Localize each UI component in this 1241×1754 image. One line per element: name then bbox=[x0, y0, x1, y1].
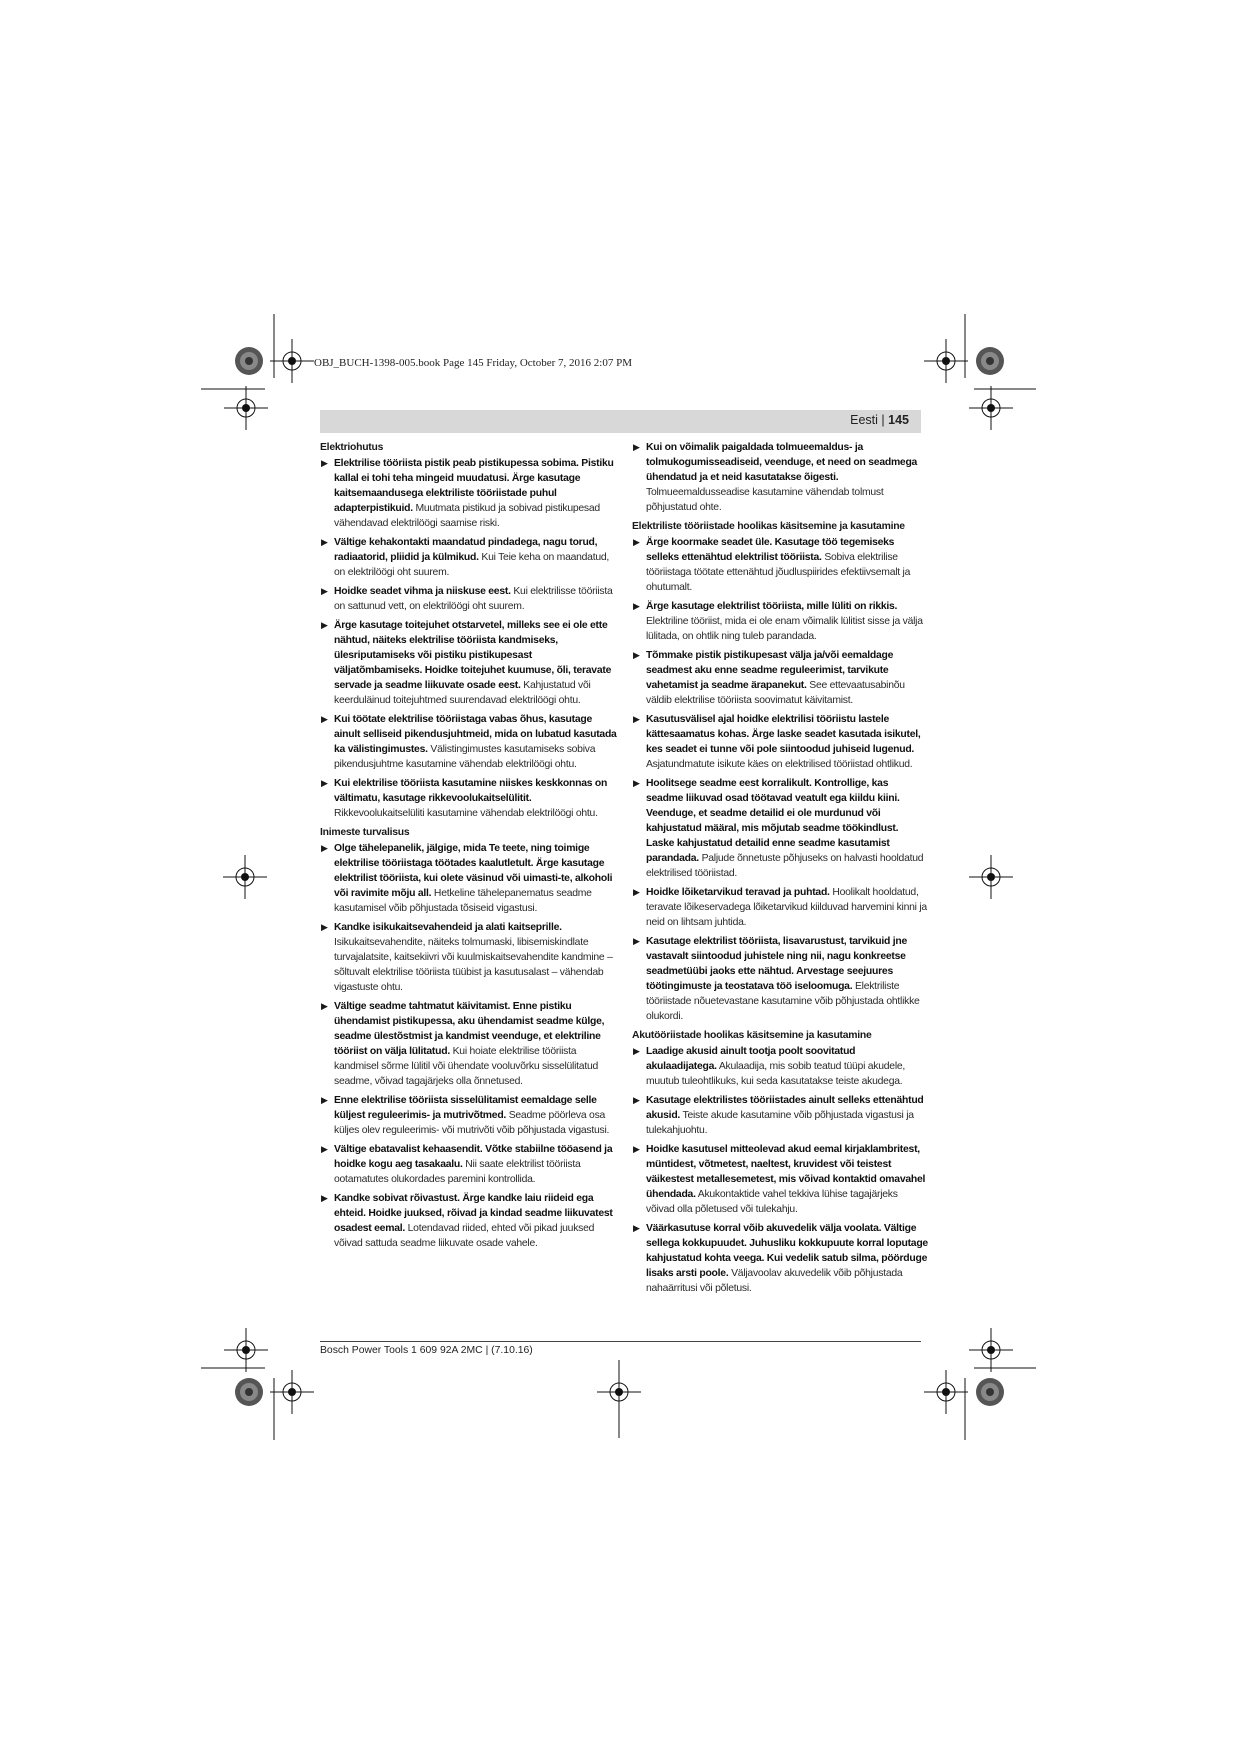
bullet-triangle-icon: ▶ bbox=[321, 586, 328, 596]
instruction-bold-text: Enne elektrilise tööriista sisselülitamist eemaldage selle küljest reguleerimis- ja mutrivõtmed. bbox=[334, 1095, 597, 1121]
instruction-explanation-text: Rikkevoolukaitselüliti kasutamine vähendab elektrilöögi ohtu. bbox=[334, 808, 598, 819]
page-number: 145 bbox=[888, 413, 909, 427]
instruction-explanation-text: Akukontaktide vahel tekkiva lühise tagajärjeks võivad olla põletused või tulekahju. bbox=[646, 1189, 898, 1215]
instruction-explanation-text: Välistingimustes kasutamiseks sobiva pikendusjuhtme kasutamine vähendab elektrilöögi ohtu. bbox=[334, 744, 596, 770]
instruction-explanation-text: Hoolikalt hooldatud, teravate lõikeservadega lõiketarvikud kiilduvad harvemini kinni ja neid on lihtsam juhtida. bbox=[646, 887, 927, 928]
footer-text: Bosch Power Tools 1 609 92A 2MC | (7.10.16) bbox=[320, 1345, 533, 1356]
registration-mark-icon bbox=[969, 1328, 1013, 1372]
instruction-bold-text: Kui on võimalik paigaldada tolmueemaldus- ja tolmukogumisseadiseid, veenduge, et need on seadmega ühendatud ja et neid kasutatakse õigesti. bbox=[646, 442, 918, 483]
instruction-explanation-text: Muutmata pistikud ja sobivad pistikupesad vähendavad elektrilöögi saamise riski. bbox=[334, 503, 600, 529]
header-separator: | bbox=[881, 413, 885, 427]
instruction-bold-text: Olge tähelepanelik, jälgige, mida Te teete, ning toimige elektrilise tööriistaga töötades kaalutletult. Ärge kasutage elektrilist tööriista, kui olete väsinud või uimasti-te, alkoholi või ravimite mõju all. bbox=[334, 843, 613, 899]
instruction-explanation-text: Sobiva elektrilise tööriistaga töötate ettenähtud jõudluspiirides efektiivsemalt ja ohutumalt. bbox=[646, 552, 911, 593]
section-heading: Elektriohutus bbox=[320, 442, 384, 453]
safety-instruction-item bbox=[320, 841, 620, 916]
safety-instruction-item bbox=[632, 440, 928, 515]
registration-mark-icon bbox=[924, 1370, 968, 1414]
left-column bbox=[320, 440, 620, 1255]
bullet-triangle-icon: ▶ bbox=[321, 922, 328, 932]
safety-instruction-item bbox=[320, 999, 620, 1089]
instruction-bold-text: Kui elektrilise tööriista kasutamine niiskes keskkonnas on vältimatu, kasutage rikkevoolukaitselülitit. bbox=[334, 778, 608, 804]
instruction-bold-text: Hoolitsege seadme eest korralikult. Kontrollige, kas seadme liikuvad osad töötavad veatult ega kiildu kiini. Veenduge, et seadme detailid ei ole murdunud või kahjustatud määral, mis mõjutab seadme töökindlust. Laske kahjustatud detailid enne seadme kasutamist parandada. bbox=[646, 778, 900, 864]
safety-instruction-item bbox=[632, 599, 928, 644]
safety-instruction-item bbox=[320, 920, 620, 995]
bullet-triangle-icon: ▶ bbox=[321, 1001, 328, 1011]
instruction-bold-text: Kui töötate elektrilise tööriistaga vabas õhus, kasutage ainult selliseid pikendusjuhtmeid, mida on lubatud kasutada ka välistingimustes. bbox=[334, 714, 617, 755]
instruction-bold-text: Vältige seadme tahtmatut käivitamist. Enne pistiku ühendamist pistikupessa, aku ühendamist seadme külge, seadme ülestõstmist ja kandmist veenduge, et elektriline tööriist on välja lülitatud. bbox=[334, 1001, 605, 1057]
instruction-bold-text: Laadige akusid ainult tootja poolt soovitatud akulaadijatega. bbox=[646, 1046, 856, 1072]
instruction-explanation-text: Hetkeline tähelepanematus seadme kasutamisel võib põhjustada tõsiseid vigastusi. bbox=[334, 888, 592, 914]
registration-mark-icon bbox=[270, 339, 314, 383]
bullet-triangle-icon: ▶ bbox=[633, 778, 640, 788]
footer-rule bbox=[320, 1341, 921, 1342]
bullet-triangle-icon: ▶ bbox=[633, 650, 640, 660]
instruction-explanation-text: Elektriline tööriist, mida ei ole enam võimalik lülitist sisse ja välja lülitada, on ohtlik ning tuleb parandada. bbox=[646, 616, 923, 642]
instruction-explanation-text: Paljude õnnetuste põhjuseks on halvasti hooldatud elektrilised tööriistad. bbox=[646, 853, 924, 879]
bullet-triangle-icon: ▶ bbox=[633, 1144, 640, 1154]
instruction-bold-text: Hoidke seadet vihma ja niiskuse eest. bbox=[334, 586, 511, 597]
instruction-explanation-text: Kui hoiate elektrilise tööriista kandmisel sõrme lülitil või ühendate vooluvõrku sisselülitatud seadme, võivad tagajärjeks olla õnnetused. bbox=[334, 1046, 599, 1087]
safety-instruction-item bbox=[632, 885, 928, 930]
page-header bbox=[320, 410, 921, 433]
bullet-triangle-icon: ▶ bbox=[321, 537, 328, 547]
instruction-explanation-text: Teiste akude kasutamine võib põhjustada vigastusi ja tulekahjuohtu. bbox=[646, 1110, 914, 1136]
safety-instruction-item bbox=[320, 712, 620, 772]
bullet-triangle-icon: ▶ bbox=[633, 442, 640, 452]
safety-instruction-item bbox=[632, 712, 928, 772]
instruction-bold-text: Ärge kasutage elektrilist tööriista, mille lüliti on rikkis. bbox=[646, 601, 898, 612]
instruction-explanation-text: Akulaadija, mis sobib teatud tüüpi akudele, muutub tuleohtlikuks, kui seda kasutatakse teiste akudega. bbox=[646, 1061, 906, 1087]
registration-mark-icon bbox=[969, 386, 1013, 430]
instruction-bold-text: Vältige kehakontakti maandatud pindadega, nagu torud, radiaatorid, pliidid ja külmikud. bbox=[334, 537, 598, 563]
right-column bbox=[632, 440, 928, 1300]
registration-mark-icon bbox=[224, 386, 268, 430]
safety-instruction-item bbox=[320, 1191, 620, 1251]
instruction-bold-text: Kasutage elektrilist tööriista, lisavarustust, tarvikuid jne vastavalt siintoodud juhistele ning nii, nagu konkreetse seadmetüübi jaoks ette nähtud. Arvestage seejuures töötingimuste ja teostatava töö iseloomuga. bbox=[646, 936, 908, 992]
instruction-explanation-text: Kahjustatud või keerduläinud toitejuhtmed suurendavad elektrilöögi ohtu. bbox=[334, 680, 591, 706]
instruction-bold-text: Kasutusvälisel ajal hoidke elektrilisi tööriistu lastele kättesaamatus kohas. Ärge laske seadet kasutada isikutel, kes seadet ei tunne või pole siintoodud juhiseid lugenud. bbox=[646, 714, 921, 755]
bullet-triangle-icon: ▶ bbox=[633, 537, 640, 547]
bullet-triangle-icon: ▶ bbox=[321, 458, 328, 468]
safety-instruction-item bbox=[320, 776, 620, 821]
safety-instruction-item bbox=[632, 1221, 928, 1296]
instruction-bold-text: Tõmmake pistik pistikupesast välja ja/või eemaldage seadmest aku enne seadme reguleerimist, tarvikute vahetamist ja seadme ärapanekut. bbox=[646, 650, 894, 691]
safety-instruction-item bbox=[632, 1142, 928, 1217]
safety-instruction-item bbox=[320, 1093, 620, 1138]
safety-instruction-item bbox=[320, 618, 620, 708]
bullet-triangle-icon: ▶ bbox=[321, 620, 328, 630]
instruction-explanation-text: Tolmueemaldusseadise kasutamine vähendab tolmust põhjustatud ohte. bbox=[646, 487, 884, 513]
registration-mark-icon bbox=[969, 855, 1013, 899]
safety-instruction-item bbox=[632, 1044, 928, 1089]
instruction-bold-text: Kandke isikukaitsevahendeid ja alati kaitseprille. bbox=[334, 922, 562, 933]
instruction-bold-text: Ärge kasutage toitejuhet otstarvetel, milleks see ei ole ette nähtud, näiteks elektrilise tööriista kandmiseks, ülesriputamiseks või pistiku pistikupesast väljatõmbamiseks. Hoidke toitejuhet kuumuse, õli, teravate servade ja seadme liikuvate osade eest. bbox=[334, 620, 612, 691]
bullet-triangle-icon: ▶ bbox=[633, 1046, 640, 1056]
header-language: Eesti bbox=[850, 413, 878, 427]
instruction-bold-text: Väärkasutuse korral võib akuvedelik välja voolata. Vältige sellega kokkupuudet. Juhusliku kokkupuute korral loputage kahjustatud kohta veega. Kui vedelik satub silma, pöörduge lisaks arsti poole. bbox=[646, 1223, 928, 1279]
bullet-triangle-icon: ▶ bbox=[321, 778, 328, 788]
instruction-explanation-text: Isikukaitsevahendite, näiteks tolmumaski, libisemiskindlate turvajalatsite, kaitsekiivri või kuulmiskaitsevahendite kandmine – sõltuvalt elektrilise tööriista tüübist ja kasutusalast – vähendab vigastuste ohtu. bbox=[334, 937, 613, 993]
print-info-line: OBJ_BUCH-1398-005.book Page 145 Friday, October 7, 2016 2:07 PM bbox=[314, 357, 632, 369]
color-bar-bottom-left-icon bbox=[235, 1378, 263, 1406]
section-heading: Akutööriistade hoolikas käsitsemine ja kasutamine bbox=[632, 1030, 872, 1041]
bullet-triangle-icon: ▶ bbox=[633, 936, 640, 946]
bullet-triangle-icon: ▶ bbox=[633, 1095, 640, 1105]
registration-mark-icon bbox=[223, 855, 267, 899]
safety-instruction-item bbox=[632, 648, 928, 708]
color-bar-top-right-icon bbox=[976, 347, 1004, 375]
bullet-triangle-icon: ▶ bbox=[321, 714, 328, 724]
instruction-explanation-text: Väljavoolav akuvedelik võib põhjustada nahaärritusi või põletusi. bbox=[646, 1268, 903, 1294]
instruction-explanation-text: Elektriliste tööriistade nõuetevastane kasutamine võib põhjustada ohtlikke olukordi. bbox=[646, 981, 920, 1022]
registration-mark-icon bbox=[270, 1370, 314, 1414]
safety-instruction-item bbox=[320, 535, 620, 580]
bullet-triangle-icon: ▶ bbox=[321, 1144, 328, 1154]
bullet-triangle-icon: ▶ bbox=[633, 1223, 640, 1233]
bullet-triangle-icon: ▶ bbox=[321, 1095, 328, 1105]
instruction-bold-text: Hoidke kasutusel mitteolevad akud eemal kirjaklambritest, müntidest, võtmetest, naeltest, kruvidest või teistest väikestest metallesemetest, mis võivad kontaktid omavahel ühendada. bbox=[646, 1144, 926, 1200]
color-bar-bottom-right-icon bbox=[976, 1378, 1004, 1406]
instruction-bold-text: Kandke sobivat rõivastust. Ärge kandke laiu riideid ega ehteid. Hoidke juuksed, rõivad ja kindad seadme liikuvatest osadest eemal. bbox=[334, 1193, 613, 1234]
instruction-bold-text: Kasutage elektrilistes tööriistades ainult selleks ettenähtud akusid. bbox=[646, 1095, 924, 1121]
bullet-triangle-icon: ▶ bbox=[321, 843, 328, 853]
safety-instruction-item bbox=[632, 535, 928, 595]
safety-instruction-item bbox=[632, 776, 928, 881]
safety-instruction-item bbox=[632, 1093, 928, 1138]
bullet-triangle-icon: ▶ bbox=[633, 714, 640, 724]
bullet-triangle-icon: ▶ bbox=[321, 1193, 328, 1203]
instruction-explanation-text: Kui Teie keha on maandatud, on elektrilöögi oht suurem. bbox=[334, 552, 610, 578]
instruction-explanation-text: Seadme pöörleva osa küljes olev reguleerimis- või mutrivõti võib põhjustada vigastusi. bbox=[334, 1110, 610, 1136]
color-bar-top-left-icon bbox=[235, 347, 263, 375]
header-text bbox=[850, 413, 909, 427]
section-heading: Elektriliste tööriistade hoolikas käsitsemine ja kasutamine bbox=[632, 521, 905, 532]
safety-instruction-item bbox=[320, 456, 620, 531]
bullet-triangle-icon: ▶ bbox=[633, 601, 640, 611]
section-heading: Inimeste turvalisus bbox=[320, 827, 410, 838]
instruction-explanation-text: See ettevaatusabinõu väldib elektrilise tööriista soovimatut käivitamist. bbox=[646, 680, 905, 706]
instruction-explanation-text: Asjatundmatute isikute käes on elektrilised tööriistad ohtlikud. bbox=[646, 759, 913, 770]
registration-mark-icon bbox=[224, 1328, 268, 1372]
instruction-bold-text: Hoidke lõiketarvikud teravad ja puhtad. bbox=[646, 887, 830, 898]
instruction-bold-text: Elektrilise tööriista pistik peab pistikupessa sobima. Pistiku kallal ei tohi teha mingeid muudatusi. Ärge kasutage kaitsemaandusega elektriliste tööriistade puhul adapterpistikuid. bbox=[334, 458, 614, 514]
safety-instruction-item bbox=[320, 1142, 620, 1187]
instruction-bold-text: Ärge koormake seadet üle. Kasutage töö tegemiseks selleks ettenähtud elektrilist tööriista. bbox=[646, 537, 895, 563]
bullet-triangle-icon: ▶ bbox=[633, 887, 640, 897]
safety-instruction-item bbox=[632, 934, 928, 1024]
instruction-explanation-text: Kui elektrilisse tööriista on sattunud vett, on elektrilöögi oht suurem. bbox=[334, 586, 613, 612]
registration-mark-icon bbox=[924, 339, 968, 383]
instruction-explanation-text: Lotendavad riided, ehted või pikad juuksed võivad sattuda seadme liikuvate osade vahele. bbox=[334, 1223, 595, 1249]
instruction-bold-text: Vältige ebatavalist kehaasendit. Võtke stabiilne tööasend ja hoidke kogu aeg tasakaalu. bbox=[334, 1144, 613, 1170]
instruction-explanation-text: Nii saate elektrilist tööriista ootamatutes olukordades paremini kontrollida. bbox=[334, 1159, 581, 1185]
safety-instruction-item bbox=[320, 584, 620, 614]
